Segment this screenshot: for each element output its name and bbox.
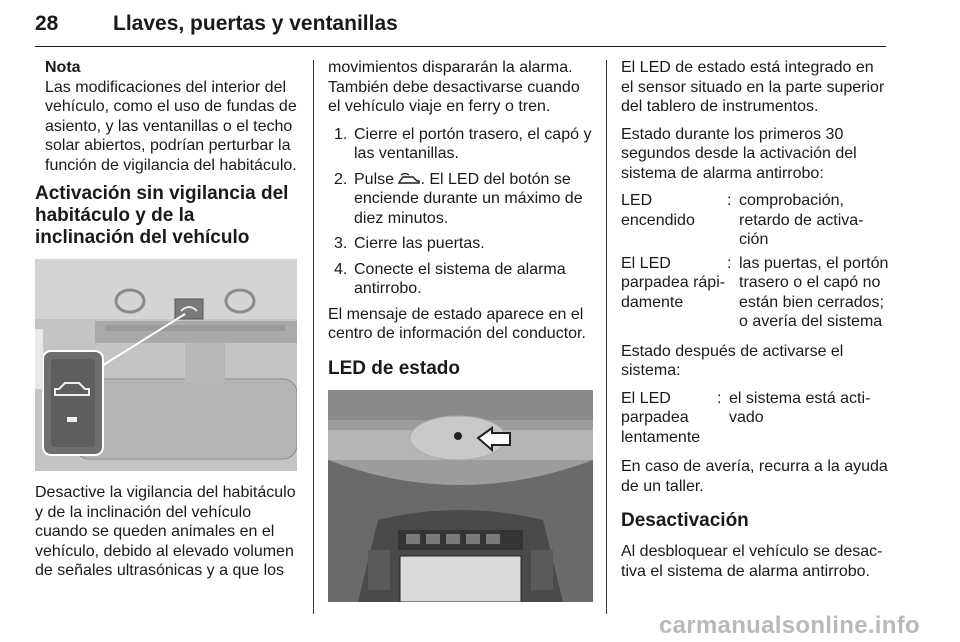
- list-item: [328, 260, 593, 299]
- car-tilt-icon: [398, 170, 420, 190]
- led-intro-text: El LED de estado está integrado en el sensor situado en la parte superior del tablero de instrumentos.: [621, 59, 885, 115]
- step-text: Cierre las puertas.: [354, 235, 485, 253]
- status-key: LED encendido: [621, 192, 695, 229]
- fault-text: En caso de avería, recurra a la ayuda de un taller.: [621, 458, 888, 495]
- status-message-text: El mensaje de estado aparece en el centro de información del conductor.: [328, 305, 586, 343]
- list-item: [328, 125, 593, 164]
- step-number: 4.: [334, 260, 348, 278]
- step-number: 2.: [334, 170, 348, 188]
- column-3: [621, 58, 889, 589]
- note-title: Nota: [45, 59, 81, 76]
- after-activation-text: Estado después de activarse el sistema:: [621, 342, 844, 379]
- status-key: El LED parpadea lentamente: [621, 389, 701, 446]
- status-sep: :: [717, 389, 722, 407]
- section-heading-led: LED de estado: [328, 357, 460, 379]
- mirror-button-illustration: [35, 259, 297, 471]
- page-number: 28: [35, 12, 59, 35]
- step-text-pre: Pulse: [354, 170, 399, 188]
- step-number: 3.: [334, 235, 348, 253]
- status-value: el sistema está acti-vado: [729, 389, 871, 426]
- continuation-text: movimientos dispararán la alarma. También debe desactivarse cuando el vehículo viaje en ferry o tren.: [328, 59, 580, 115]
- status-table-2: [621, 389, 889, 448]
- note-text: Las modificaciones del interior del vehículo, como el uso de fundas de asiento, y las ventanillas o el techo solar abiertos, podrían perturbar la función de vigilancia del habitáculo.: [45, 78, 297, 174]
- watermark: carmanualsonline.info: [658, 612, 920, 639]
- step-text-post: . El LED del botón se enciende durante un máximo de diez minutos.: [354, 170, 583, 227]
- status-value: comprobación, retardo de activa-ción: [739, 192, 864, 248]
- status-sep: :: [727, 254, 732, 272]
- column-1: [35, 58, 297, 589]
- section-heading-activation: Activación sin vigilancia del habitáculo y de la inclinación del vehículo: [35, 183, 289, 248]
- step-number: 1.: [334, 125, 348, 143]
- status-table-1: [621, 191, 889, 332]
- first-30-seconds-text: Estado durante los primeros 30 segundos desde la activación del sistema de alarma antirrobo:: [621, 125, 857, 182]
- step-text: Cierre el portón trasero, el capó y las ventanillas.: [354, 125, 592, 162]
- column-2: [328, 58, 593, 602]
- after-image-text: Desactive la vigilancia del habitáculo y de la inclinación del vehículo cuando se queden animales en el vehículo, debido al elevado volumen de señales ultrasónicas y a que los: [35, 484, 296, 579]
- dashboard-led-illustration: [328, 390, 593, 602]
- step-text: Conecte el sistema de alarma antirrobo.: [354, 260, 566, 298]
- status-sep: :: [727, 192, 732, 209]
- column-divider: [313, 60, 314, 614]
- section-heading-deactivation: Desactivación: [621, 510, 749, 531]
- column-divider: [606, 60, 607, 614]
- status-value: las puertas, el portón trasero o el capó no están bien cerrados; o avería del sistema: [739, 254, 889, 330]
- page-header: [35, 6, 886, 47]
- deactivation-text: Al desbloquear el vehículo se desac-tiva el sistema de alarma antirrobo.: [621, 543, 883, 580]
- list-item: [328, 170, 593, 229]
- page-title: Llaves, puertas y ventanillas: [113, 12, 398, 35]
- steps-list: [328, 125, 593, 299]
- list-item: [328, 234, 593, 254]
- status-key: El LED parpadea rápi-damente: [621, 254, 726, 311]
